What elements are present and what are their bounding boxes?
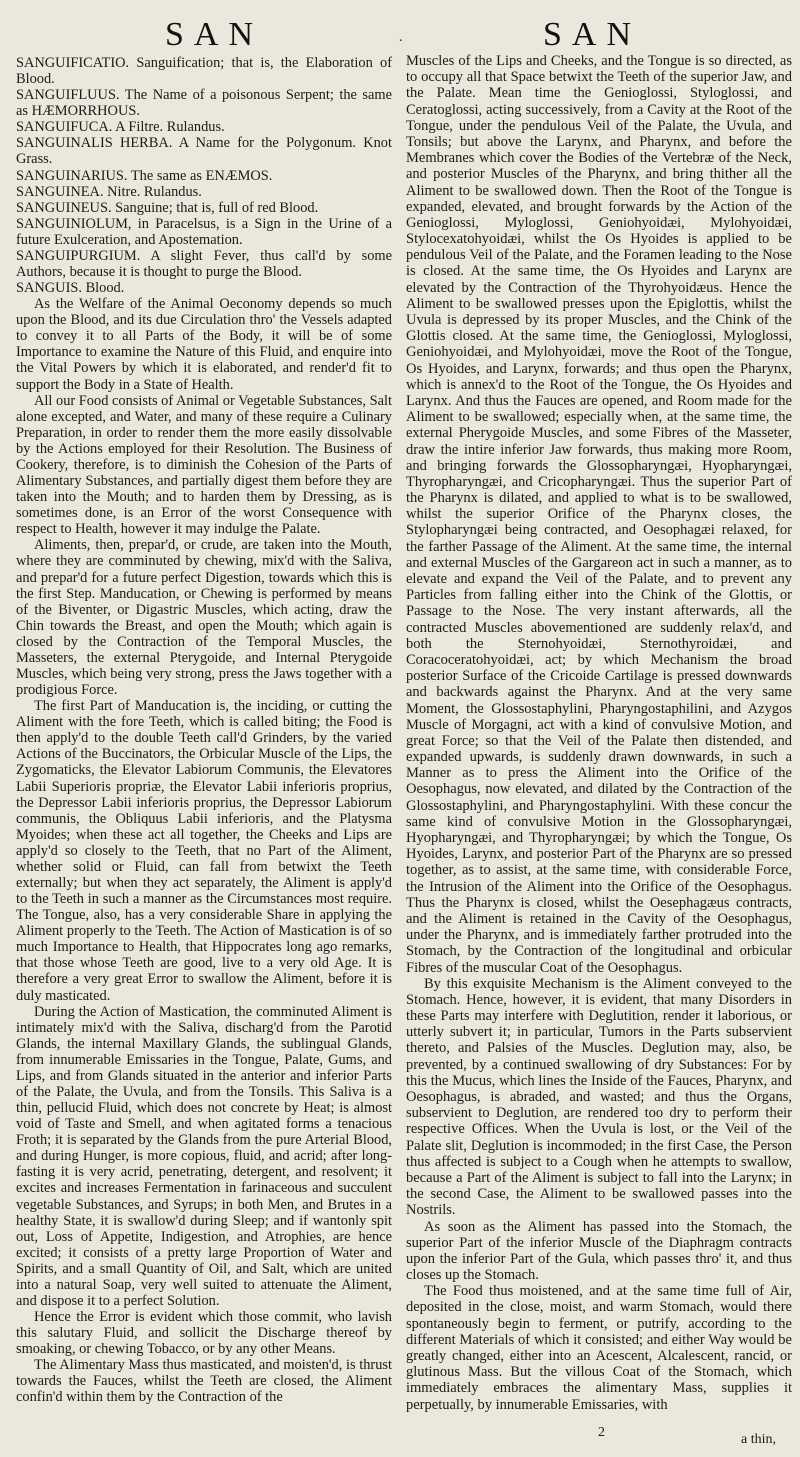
right-column xyxy=(406,53,792,1413)
dictionary-entry: SANGUINIOLUM, in Paracelsus, is a Sign in the Urine of a future Exulceration, and Apostemation. xyxy=(16,215,392,248)
catchword: a thin, xyxy=(741,1432,776,1447)
dictionary-entry: SANGUIFICATIO. Sanguification; that is, the Elaboration of Blood. xyxy=(16,55,392,88)
running-head-right: SAN xyxy=(543,16,642,53)
body-paragraph: As the Welfare of the Animal Oeconomy depends so much upon the Blood, and its due Circulation thro' the Vessels adapted to convey it to all Parts of the Body, it will be of some Importance to examine the Nature of this Fluid, and enquire into the Vital Powers by which it is elaborated, and render'd fit to support the Body in a State of Health. xyxy=(16,296,392,393)
body-paragraph: As soon as the Aliment has passed into the Stomach, the superior Part of the inferior Muscle of the Diaphragm contracts upon the inferior Part of the Gula, which passes thro' it, and thus closes up the Stomach. xyxy=(406,1218,792,1284)
running-head-left: SAN xyxy=(165,16,264,53)
body-paragraph: The first Part of Manducation is, the inciding, or cutting the Aliment with the fore Teeth, which is called biting; the Food is then apply'd to the double Teeth call'd Grinders, by the varied Actions of the Buccinators, the Orbicular Muscle of the Lips, the Zygomaticks, the Elevator Labiorum Communis, the Elevatores Labii Superioris propriæ, the Elevator Labii inferioris proprius, the Depressor Labii inferioris proprius, the Depressor Labiorum communis, the Obliquus Labii inferioris, and the Platysma Myoides; when these act all together, the Cheeks and Lips are apply'd so closely to the Teeth, that no Part of the Aliment, whether solid or Fluid, can fall from betwixt the Teeth externally; but when they act separately, the Aliment is apply'd to the Teeth in such a manner as the Circumstances most require. The Tongue, also, has a very considerable Share in applying the Aliment properly to the Teeth. The Action of Mastication is of so much Importance to Health, that Hippocrates long ago remarks, that those whose Teeth are good, live to a very old Age. It is therefore a very great Error to swallow the Aliment, before it is duly masticated. xyxy=(16,698,392,1004)
dictionary-entry: SANGUINARIUS. The same as ENÆMOS. xyxy=(16,167,273,184)
page-number: 2 xyxy=(598,1425,605,1440)
dictionary-entry: SANGUINEUS. Sanguine; that is, full of red Blood. xyxy=(16,199,319,216)
dictionary-entry: SANGUINEA. Nitre. Rulandus. xyxy=(16,183,202,200)
body-paragraph: The Alimentary Mass thus masticated, and moisten'd, is thrust towards the Fauces, whilst the Teeth are closed, the Aliment confin'd within them by the Contraction of the xyxy=(16,1357,392,1406)
dictionary-entry: SANGUIFLUUS. The Name of a poisonous Serpent; the same as HÆMORRHOUS. xyxy=(16,87,392,120)
body-paragraph: By this exquisite Mechanism is the Aliment conveyed to the Stomach. Hence, however, it is evident, that many Disorders in these Parts may interfere with Deglutition, render it laborious, or utterly subvert it; in particular, Tumors in the Parts subservient thereto, and Palsies of the Muscles. Deglution may, also, be prevented, by a continued swallowing of dry Substances: For by this the Mucus, which lines the Inside of the Fauces, Pharynx, and Oesophagus, is abraded, and wasted; and thus the Organs, subservient to Deglution, are rendered too dry to perform their respective Offices. When the Uvula is lost, or the Veil of the Palate slit, Deglution is incommoded; in the first Case, the Person thus affected is subject to a Cough when he attempts to swallow, because a Part of the Aliment is subject to fall into the Larynx; in the second Case, the Aliment to be swallowed passes into the Nostrils. xyxy=(406,975,792,1219)
dictionary-entry: SANGUINALIS HERBA. A Name for the Polygonum. Knot Grass. xyxy=(16,135,392,168)
dictionary-entry: SANGUIFUCA. A Filtre. Rulandus. xyxy=(16,119,225,136)
running-head-mark: . xyxy=(399,30,403,45)
body-paragraph: All our Food consists of Animal or Vegetable Substances, Salt alone excepted, and Water, and many of these require a Culinary Preparation, in order to render them the more easily dissolvable by the Actions employed for their Resolution. The Business of Cookery, therefore, is to diminish the Cohesion of the Parts of Alimentary Substances, and partially digest them before they are taken into the Mouth; and to harden them by Dressing, as is sometimes done, is an Error of the worst Consequence with respect to Health, however it may indulge the Palate. xyxy=(16,392,392,538)
dictionary-entry: SANGUIS. Blood. xyxy=(16,280,125,297)
body-paragraph: During the Action of Mastication, the comminuted Aliment is intimately mix'd with the Saliva, discharg'd from the Parotid Glands, the internal Maxillary Glands, the sublingual Glands, from innumerable Emissaries in the Tongue, Palate, Gums, and Lips, and from Glands situated in the anterior and inferior Parts of the Palate, the Uvula, and from the Tonsils. This Saliva is a thin, pellucid Fluid, which does not concrete by Heat; is almost void of Taste and Smell, and when agitated forms a tenacious Froth; it is separated by the Glands from the pure Arterial Blood, and during Hunger, is more copious, fluid, and acrid; after long-fasting it is very acrid, penetrating, detergent, and resolvent; it excites and increases Fermentation in farinaceous and succulent vegetable Substances, and Syrups; in both Men, and Brutes in a healthy State, it is swallow'd during Sleep; and if wantonly spit out, Loss of Appetite, Indigestion, and Atrophies, are hence excited; it consists of a pretty large Proportion of Water and Spirits, and a small Quantity of Oil, and Salt, which are united into a natural Soap, very well suited to attenuate the Aliment, and dispose it to a perfect Solution. xyxy=(16,1003,392,1310)
body-paragraph: The Food thus moistened, and at the same time full of Air, deposited in the close, moist, and warm Stomach, would there spontaneously begin to ferment, or putrify, according to the different Materials of which it consisted; and either Way would be greatly changed, either into an Acescent, Alcalescent, rancid, or glutinous Mass. But the villous Coat of the Stomach, which immediately embraces the alimentary Mass, supplies it perpetually, by innumerable Emissaries, with xyxy=(406,1283,792,1413)
body-paragraph: Hence the Error is evident which those commit, who lavish this salutary Fluid, and sollicit the Discharge thereof by smoaking, or chewing Tobacco, or by any other Means. xyxy=(16,1309,392,1358)
body-paragraph: Muscles of the Lips and Cheeks, and the Tongue is so directed, as to occupy all that Space betwixt the Teeth of the superior Jaw, and the Palate. Mean time the Genioglossi, Styloglossi, and Ceratoglossi, acting successively, from a Cavity at the Root of the Tongue, under the pendulous Veil of the Palate, the Uvula, and Tonsils; but above the Larynx, and Pharynx, and before the Membranes which cover the Bodies of the Vertebræ of the Neck, and posterior Muscles of the Pharynx, and bring thither all the Aliment to be swallowed down. Then the Root of the Tongue is expanded, elevated, and brought forwards by the Action of the Genioglossi, Myloglossi, Geniohyoidæi, Mylohyoidæi, Stylocexatohyoidæi, whilst the Os Hyoides is applied to be pendulous Veil of the Palate, and the Foramen leading to the Nose is closed. At the same time, the Os Hyoides and Larynx are elevated by the Contraction of the Thyrohyoidæus. Hence the Aliment to be swallowed presses upon the Epiglottis, whilst the Uvula is depressed by its proper Muscles, and the Chink of the Glottis closed. At the same time, the Genioglossi, Myloglossi, Geniohyoidæi, and Mylohyoidæi, move the Root of the Tongue, Os Hyoides, and Larynx, forwards; and thus open the Pharynx, which is annex'd to the Root of the Tongue, the Os Hyoides and Larynx. And thus the Fauces are opened, and Room made for the Aliment to be swallowed; especially when, at the same time, the external Pherygoide Muscles, and some Fibres of the Masseter, draw the intire inferior Jaw forwards, thus making more Room, and bringing forwards the Glossopharyngæi, Hyopharyngæi, Thyropharyngæi, and Cricopharyngæi. Thus the superior Part of the Pharynx is dilated, and applied to what is to be swallowed, whilst the superior Orifice of the Pharynx closes, the Stylopharyngæi being contracted, and Oesophagæi relaxed, for the farther Passage of the Aliment. At the same time, the internal and external Muscles of the Gargareon act in such a manner, as to elevate and expand the Veil of the Palate, and to prevent any Particles from falling either into the Chink of the Glottis, or Passage to the Nose. The very instant afterwards, all the contracted Muscles abovementioned are suddenly relax'd, and both the Sternohyoidæi, Sternothyroidæi, and Coracoceratohyoidæi, act; by which Mechanism the broad posterior Surface of the Cricoide Cartilage is pressed downwards and backwards against the Pharynx. And at the very same Moment, the Glossostaphylini, Pharyngostaphilini, and Azygos Muscle of Morgagni, act with a kind of convulsive Motion, and great Force; so that the Veil of the Palate then distended, and expanded upwards, is suddenly drawn downwards, in such a Manner as to press the Aliment into the Orifice of the Oesophagus, now elevated, and dilated by the Contraction of the Glossostaphylini, and Pharyngostaphylini. With these concur the same kind of convulsive Motion in the Glossopharyngæi, Hyopharyngæi, and Thyropharyngæi; by which the Tongue, Os Hyoides, Larynx, and posterior Part of the Pharynx are so pressed together, as to assist, at the same time, with considerable Force, the Intrusion of the Aliment into the Orifice of the Oesophagus. Thus the Pharynx is closed, whilst the Oesephagæus contracts, and the Aliment is retained in the Cavity of the Oesophagus, under the Pharynx, and is immediately farther protruded into the Stomach, by the Contraction of the longitudinal and orbicular Fibres of the muscular Coat of the Oesophagus. xyxy=(406,53,792,976)
body-paragraph: Aliments, then, prepar'd, or crude, are taken into the Mouth, where they are comminuted by chewing, mix'd with the Saliva, and prepar'd for a future perfect Digestion, towards which this is the first Step. Manducation, or Chewing is performed by means of the Biventer, or Digastric Muscles, which acting, draw the Chin towards the Breast, and open the Mouth; which again is closed by the Contraction of the Temporal Muscles, the Masseters, the external Pterygoide, and Internal Pterygoide Muscles, which being very strong, press the Jaws together with a prodigious Force. xyxy=(16,537,392,699)
dictionary-entry: SANGUIPURGIUM. A slight Fever, thus call'd by some Authors, because it is thought to purge the Blood. xyxy=(16,247,392,281)
left-column xyxy=(16,55,392,1406)
